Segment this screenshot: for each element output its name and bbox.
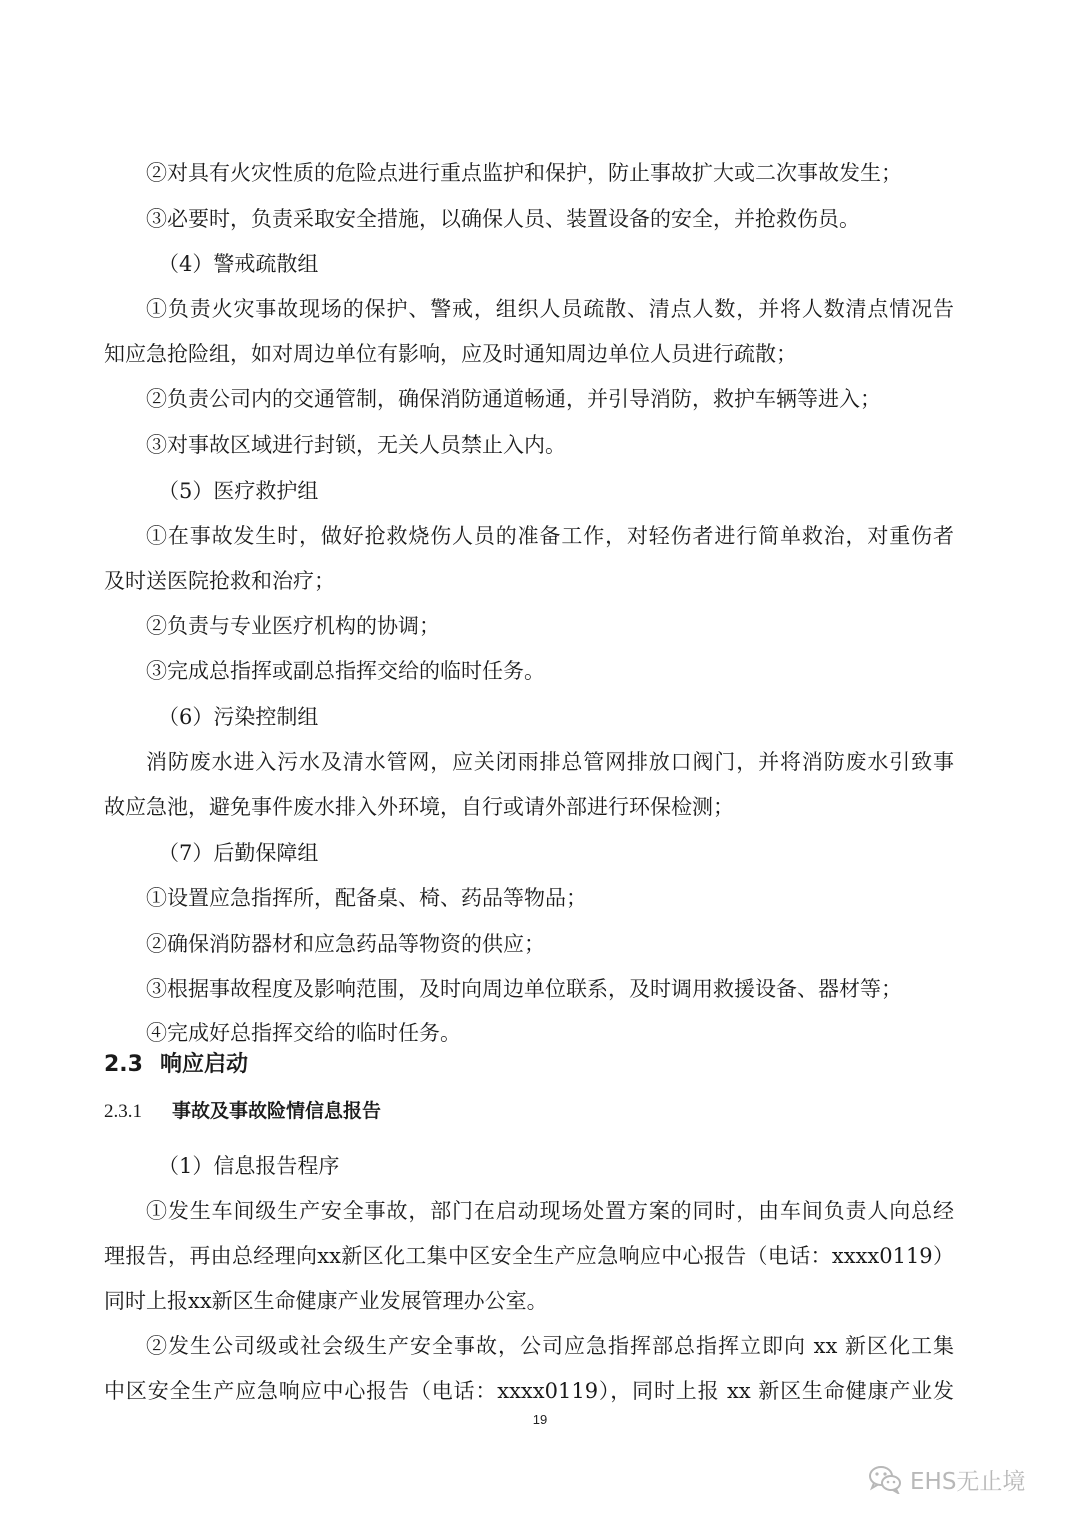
paragraph-line: ②对具有火灾性质的危险点进行重点监护和保护，防止事故扩大或二次事故发生； xyxy=(146,161,902,185)
paragraph-line: ②发生公司级或社会级生产安全事故，公司应急指挥部总指挥立即向 xx 新区化工集 xyxy=(146,1334,954,1358)
paragraph-line: 消防废水进入污水及清水管网，应关闭雨排总管网排放口阀门，并将消防废水引致事 xyxy=(146,750,954,774)
paragraph-line: ①在事故发生时，做好抢救烧伤人员的准备工作，对轻伤者进行简单救治，对重伤者 xyxy=(146,524,954,548)
paragraph-line: ③对事故区域进行封锁，无关人员禁止入内。 xyxy=(146,433,566,457)
paragraph-line: ①负责火灾事故现场的保护、警戒，组织人员疏散、清点人数，并将人数清点情况告 xyxy=(146,297,954,321)
paragraph-line: ③必要时，负责采取安全措施，以确保人员、装置设备的安全，并抢救伤员。 xyxy=(146,207,860,231)
item-heading: （4）警戒疏散组 xyxy=(158,252,319,276)
paragraph-line: 中区安全生产应急响应中心报告（电话：xxxx0119），同时上报 xx 新区生命健康产业发 xyxy=(104,1379,954,1403)
subsection-number: 2.3.1 xyxy=(104,1101,142,1122)
subsection-title: 事故及事故险情信息报告 xyxy=(172,1100,382,1122)
item-heading: （5）医疗救护组 xyxy=(158,479,319,503)
paragraph-line: ②负责与专业医疗机构的协调； xyxy=(146,614,440,638)
paragraph-line: ③根据事故程度及影响范围，及时向周边单位联系，及时调用救援设备、器材等； xyxy=(146,977,902,1001)
watermark-text: EHS无止境 xyxy=(910,1468,1026,1495)
paragraph-line: 理报告，再由总经理向xx新区化工集中区安全生产应急响应中心报告（电话：xxxx0119） xyxy=(104,1244,954,1268)
page-number: 19 xyxy=(532,1412,548,1427)
subsection-heading xyxy=(104,1097,381,1126)
paragraph-line: 故应急池，避免事件废水排入外环境，自行或请外部进行环保检测； xyxy=(104,795,734,819)
paragraph-line: 同时上报xx新区生命健康产业发展管理办公室。 xyxy=(104,1289,548,1313)
wechat-icon xyxy=(868,1464,902,1494)
paragraph-line: ④完成好总指挥交给的临时任务。 xyxy=(146,1021,461,1045)
item-heading: （6）污染控制组 xyxy=(158,705,319,729)
paragraph-line: ②确保消防器材和应急药品等物资的供应； xyxy=(146,932,545,956)
item-heading: （7）后勤保障组 xyxy=(158,841,319,865)
paragraph-line: 及时送医院抢救和治疗； xyxy=(104,569,335,593)
paragraph-line: ①发生车间级生产安全事故，部门在启动现场处置方案的同时，由车间负责人向总经 xyxy=(146,1199,954,1223)
paragraph-line: 知应急抢险组，如对周边单位有影响，应及时通知周边单位人员进行疏散； xyxy=(104,342,797,366)
section-heading xyxy=(104,1049,248,1081)
paragraph-line: ③完成总指挥或副总指挥交给的临时任务。 xyxy=(146,659,545,683)
section-title: 响应启动 xyxy=(160,1052,249,1077)
paragraph-line: ①设置应急指挥所，配备桌、椅、药品等物品； xyxy=(146,886,587,910)
paragraph-line: ②负责公司内的交通管制，确保消防通道畅通，并引导消防，救护车辆等进入； xyxy=(146,387,881,411)
watermark xyxy=(868,1462,1025,1496)
section-number: 2.3 xyxy=(104,1052,143,1077)
item-heading: （1）信息报告程序 xyxy=(158,1154,340,1178)
